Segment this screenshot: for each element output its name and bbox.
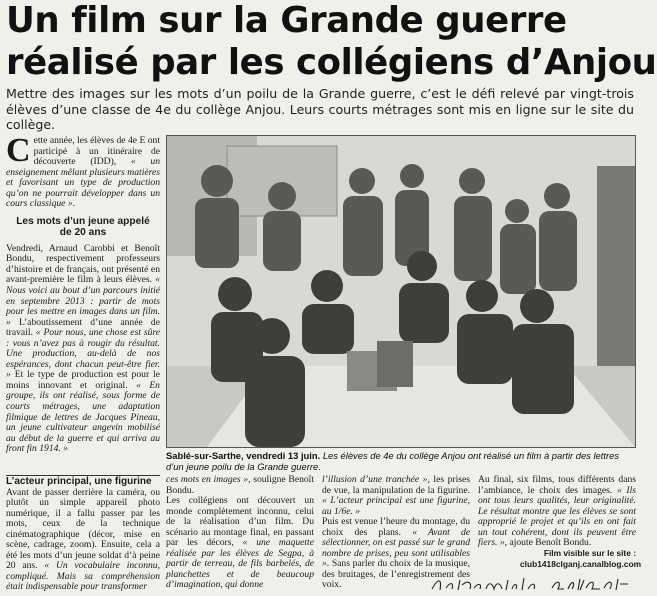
- section1-title-line-2: de 20 ans: [59, 227, 107, 239]
- s2-col1-text: Avant de passer derrière la caméra, ou plutôt un simple appareil photo numérique, il a fallu passer par les mots, ceux de la technique cinématographique (décor, mise en scène, cadrage, zoom). Ensuite, cela a été les mots d’un jeune soldat d’à peine 20 ans.: [6, 486, 160, 572]
- lead-line-2: d’une classe de 4e du collège Anjou. Leurs courts métrages sont mis en ligne sur le site du collège.: [6, 101, 634, 132]
- credit-line-1: Film visible sur le site :: [543, 548, 636, 558]
- s2-col3-quote-2: « L’acteur principal est une figurine, au 1/6e. »: [322, 495, 470, 517]
- headline-line-1: Un film sur la Grande guerre: [6, 0, 567, 41]
- s2-col2-paragraph: [166, 475, 314, 496]
- caption-text: Les élèves de 4e du collège Anjou ont réalisé un film à partir des lettres d’un jeune poilu de la Grande guerre.: [166, 450, 620, 472]
- section2-column-4: [478, 475, 636, 547]
- film-credit: [520, 548, 642, 570]
- lead-line-1: Mettre des images sur les mots d’un poilu de la Grande guerre, c’est le défi relevé par vingt-trois élèves: [6, 86, 634, 117]
- classroom-photo-illustration: [167, 136, 635, 447]
- s2-col4-paragraph: [478, 475, 636, 549]
- s2-col3-text-2: Puis est venue l’heure du montage, du choix des plans.: [322, 516, 470, 538]
- intro-paragraph: [6, 132, 161, 210]
- headline: [6, 0, 657, 84]
- s2-col2-text: , souligne Benoît Bondu.: [166, 474, 314, 496]
- section2-column-3: [322, 474, 470, 591]
- intro-text: ette année, les élèves de 4e E ont participé à un itinéraire de découverte (IDD),: [33, 135, 160, 168]
- s2-col1-paragraph: [6, 488, 160, 593]
- section2-column-2: [166, 474, 314, 591]
- section2-column-1: [6, 475, 161, 593]
- left-column: [6, 132, 161, 455]
- s2-col3-end: . Sans parler du choix de la musique, des bruitages, de l’enregistrement des voix.: [322, 558, 470, 591]
- intro-quote: « un enseignement mêlant plusieurs matières et favorisant un type de production qu’on ne pourrait développer dans un cours classique »: [6, 156, 161, 210]
- section2-title: L’acteur principal, une figurine: [6, 475, 160, 488]
- s2-col2-quote: ces mots en images »: [166, 474, 249, 485]
- s2-col2-paragraph-2: [166, 496, 314, 591]
- s1-quote-1: « Nous voici au bout d’un parcours initié en septembre 2013 : partir de mots pour les mettre en images dans un film. »: [6, 274, 160, 328]
- s2-col3-paragraph: [322, 475, 470, 517]
- s2-col3-quote-3: « Avant de sélectionner, on est passé sur le grand nombre de prises, peu sont utilisables »: [322, 526, 470, 570]
- credit-url: club1418clganj.canalblog.com: [520, 559, 642, 569]
- classroom-photo: [166, 135, 636, 448]
- s2-col2-text-2: Les collégiens ont découvert un monde complètement inconnu, celui de la réalisation d’un film. Du scénario au montage final, en passant par les décors,: [166, 495, 314, 549]
- handwritten-signature: [428, 574, 638, 594]
- section1-title: [6, 216, 160, 239]
- photo-caption: [166, 450, 636, 472]
- section1-paragraph: [6, 244, 160, 455]
- intro-end: .: [72, 198, 76, 210]
- lead-paragraph: [6, 86, 634, 133]
- s1-quote-2: « Pour nous, une chose est sûre : vous n’avez pas à rougir du résultat. Une production, au-delà de nos espérances, dont chacun peut-être fier. »: [6, 327, 160, 381]
- s2-col1-quote: « Un vocabulaire inconnu, compliqué. Mais sa compréhension était indispensable pour transformer: [6, 560, 161, 593]
- s2-col3-text: , les prises de vue, la manipulation de la figurine.: [322, 474, 470, 496]
- headline-line-2: réalisé par les collégiens d’Anjou: [6, 42, 657, 83]
- s1-text-3: Et le type de production est pour le moins innovant et original.: [6, 369, 160, 391]
- s2-col4-text: Au final, six films, tous différents dans l’ambiance, le choix des images.: [478, 474, 636, 496]
- s2-col2-quote-2: « une maquette réalisée par les élèves de Segpa, à partir de terreau, de fils barbelés, de planchettes et de beaucoup d’imagination, qui donne: [166, 537, 314, 591]
- s1-text-1: Vendredi, Arnaud Carobbi et Benoît Bondu, respectivement professeurs d’histoire et de français, ont présenté en avant-première le film à leurs élèves.: [6, 242, 160, 286]
- s2-col4-end: , ajoute Benoît Bondu.: [504, 537, 592, 549]
- s2-col3-quote: l’illusion d’une tranchée »: [322, 474, 428, 485]
- section1-title-line-1: Les mots d’un jeune appelé: [16, 215, 150, 227]
- s1-quote-3: « En groupe, ils ont réalisé, sous forme de courts métrages, une adaptation filmique de lettres de Jacques Pineau, un jeune cultivateur angevin mobilisé au début de la guerre et qui arriva au front fin 1914. »: [6, 379, 160, 455]
- s1-text-2: L’aboutissement d’une année de travail.: [6, 316, 160, 339]
- dropcap: C: [6, 132, 31, 169]
- caption-place-date: Sablé-sur-Sarthe, vendredi 13 juin.: [166, 450, 321, 461]
- s2-col4-quote: « Ils ont tous leurs qualités, leur originalité. Le résultat montre que les élèves se sont approprié le projet et qu’ils en ont fait un tout cohérent, dont ils peuvent être fiers. »: [478, 484, 636, 549]
